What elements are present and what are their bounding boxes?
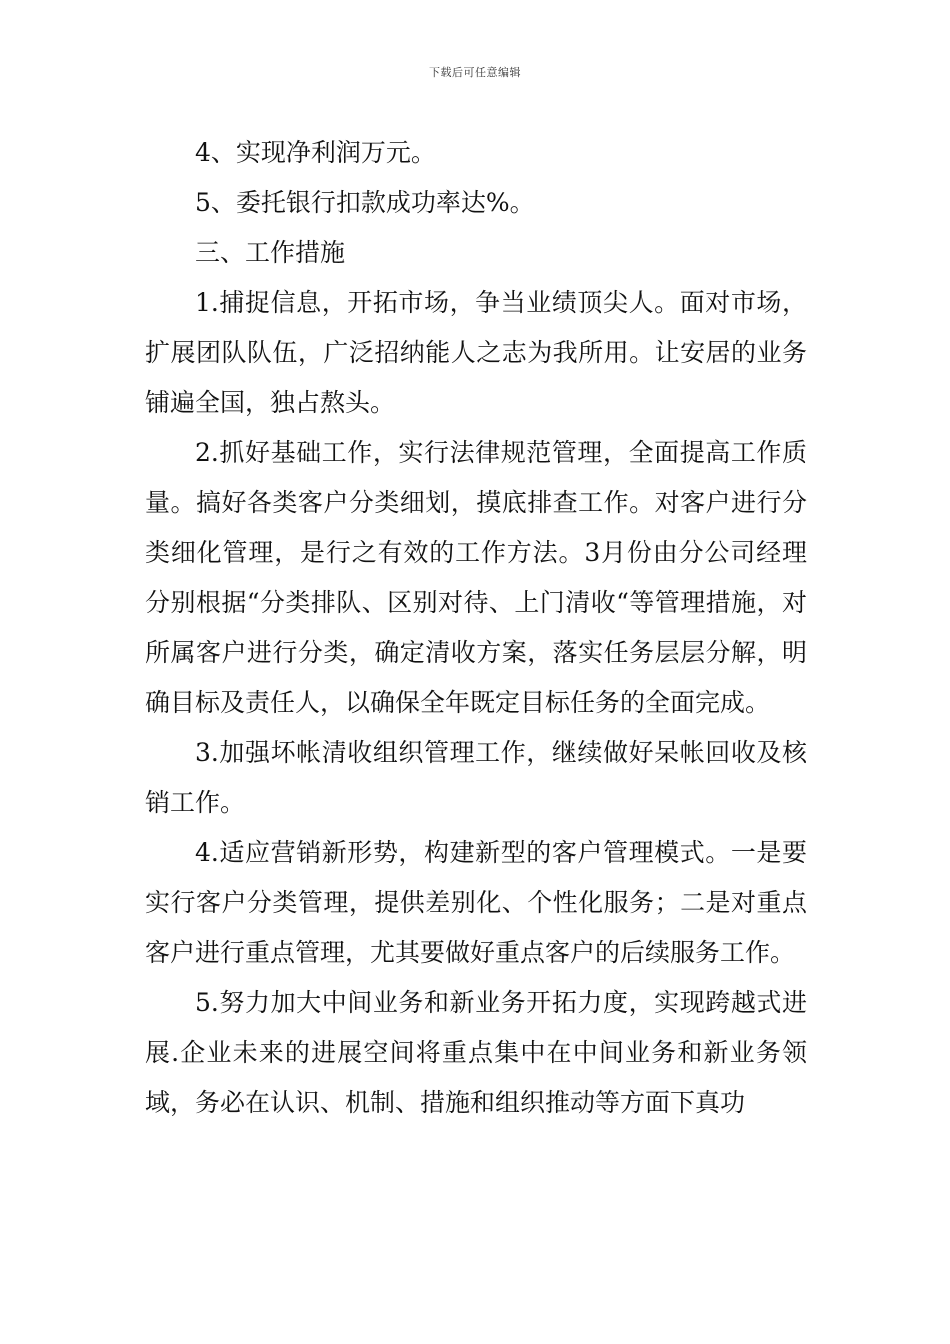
paragraph-measure-4: 4.适应营销新形势，构建新型的客户管理模式。一是要实行客户分类管理，提供差别化、个性化服务；二是对重点客户进行重点管理，尤其要做好重点客户的后续服务工作。 (145, 838, 807, 967)
paragraph-measure-1: 1.捕捉信息，开拓市场，争当业绩顶尖人。面对市场，扩展团队队伍，广泛招纳能人之志为我所用。让安居的业务铺遍全国，独占熬头。 (145, 288, 807, 417)
paragraph-target-4: 4、实现净利润万元。 (195, 138, 436, 167)
paragraph-target-5: 5、委托银行扣款成功率达%。 (195, 188, 535, 217)
section-heading-measures: 三、工作措施 (195, 238, 346, 267)
paragraph-measure-2: 2.抓好基础工作，实行法律规范管理，全面提高工作质量。搞好各类客户分类细划，摸底排查工作。对客户进行分类细化管理，是行之有效的工作方法。3月份由分公司经理分别根据“分类排队、区别对待、上门清收“等管理措施，对所属客户进行分类，确定清收方案，落实任务层层分解，明确目标及责任人，以确保全年既定目标任务的全面完成。 (145, 438, 807, 717)
paragraph-measure-3: 3.加强坏帐清收组织管理工作，继续做好呆帐回收及核销工作。 (145, 738, 807, 817)
document-body (145, 128, 807, 1128)
page-header: 下载后可任意编辑 (429, 66, 521, 79)
paragraph-measure-5: 5.努力加大中间业务和新业务开拓力度，实现跨越式进展.企业未来的进展空间将重点集中在中间业务和新业务领域，务必在认识、机制、措施和组织推动等方面下真功 (145, 988, 807, 1117)
